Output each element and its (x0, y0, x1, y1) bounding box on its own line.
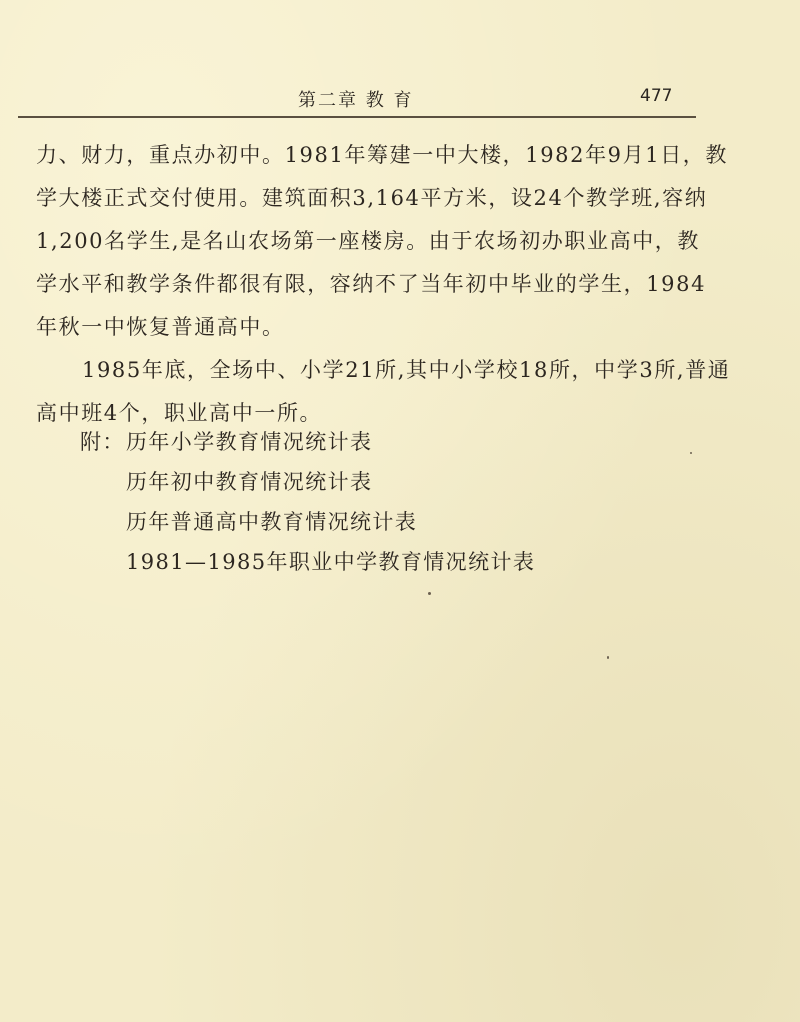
body-text (36, 134, 731, 435)
paper-speck (428, 592, 431, 595)
appendix-row (80, 422, 535, 462)
text-line: 1,200名学生,是名山农场第一座楼房。由于农场初办职业高中，教 (36, 229, 700, 253)
appendix-item: 1981—1985年职业中学教育情况统计表 (126, 550, 536, 574)
appendix-item: 历年初中教育情况统计表 (126, 470, 373, 494)
appendix-row (80, 502, 535, 542)
paper-speck (607, 656, 609, 659)
text-line: 力、财力，重点办初中。1981年筹建一中大楼，1982年9月1日，教 (36, 143, 729, 167)
page-number: 477 (640, 86, 673, 106)
appendix-item: 历年普通高中教育情况统计表 (126, 510, 418, 534)
paragraph-1 (36, 134, 729, 349)
text-line: 高中班4个，职业高中一所。 (36, 401, 323, 425)
text-line: 学水平和教学条件都很有限，容纳不了当年初中毕业的学生，1984 (36, 272, 707, 296)
appendix-row (80, 462, 535, 502)
paper-speck (690, 452, 692, 454)
running-header (0, 86, 800, 112)
text-line: 学大楼正式交付使用。建筑面积3,164平方米，设24个教学班,容纳 (36, 186, 708, 210)
text-line: 1985年底，全场中、小学21所,其中小学校18所，中学3所,普通 (82, 358, 731, 382)
appendix-label: 附： (80, 430, 125, 454)
header-rule (18, 116, 696, 118)
chapter-title: 第二章 教 育 (298, 90, 414, 111)
appendix-row (80, 542, 535, 582)
appendix-item: 历年小学教育情况统计表 (126, 430, 373, 454)
text-line: 年秋一中恢复普通高中。 (36, 315, 285, 339)
appendix-list (80, 422, 535, 582)
